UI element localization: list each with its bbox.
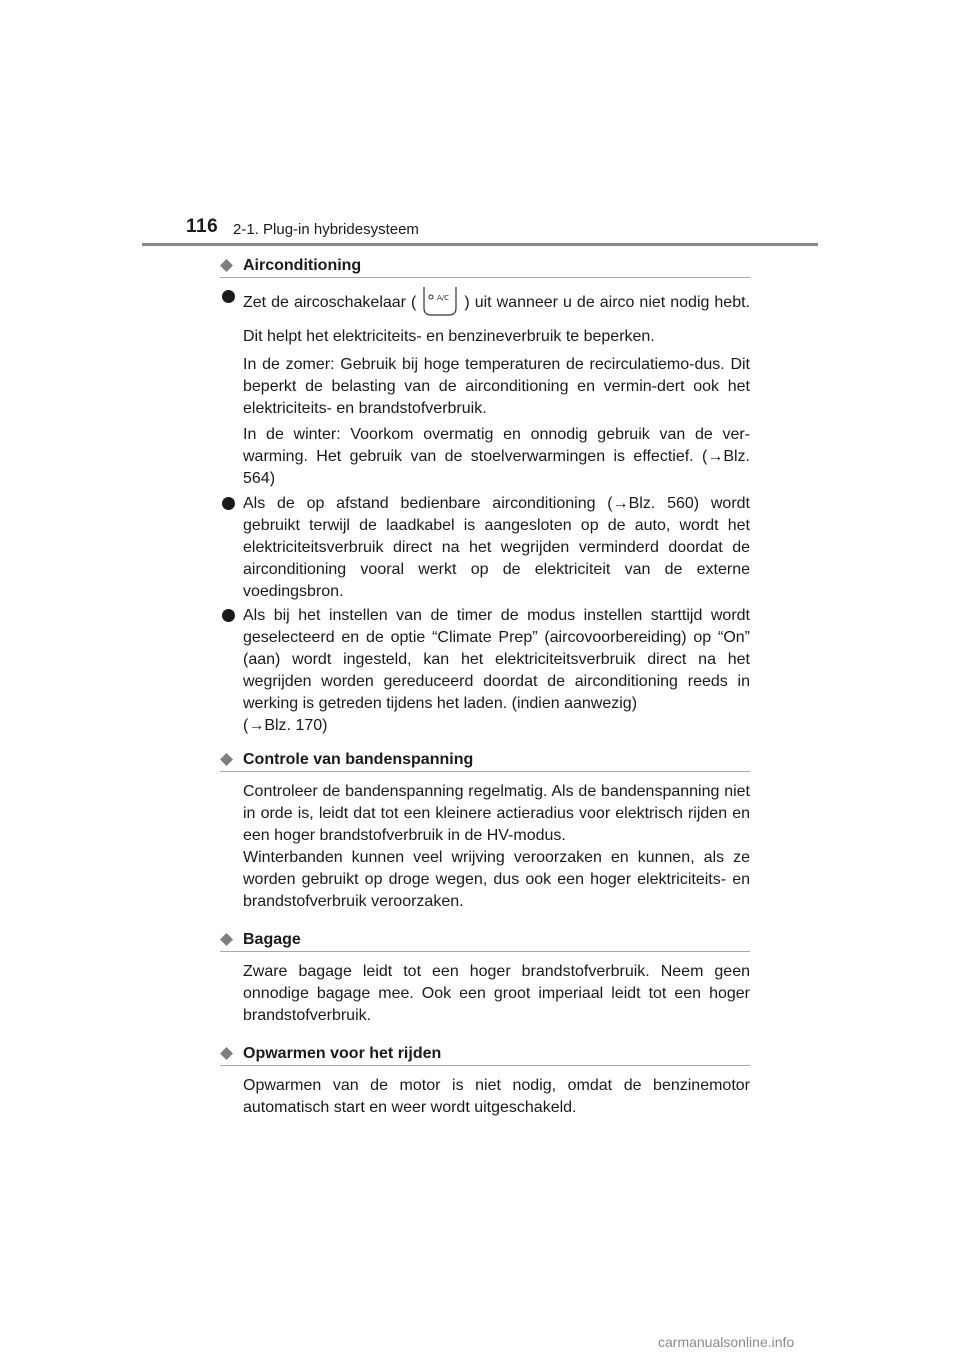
section-heading	[220, 928, 750, 952]
watermark: carmanualsonline.info	[658, 1334, 795, 1350]
section-opwarmen	[220, 1042, 750, 1119]
section-heading	[220, 748, 750, 772]
diamond-bullet-icon	[220, 1047, 232, 1059]
bullet-dot-icon	[222, 290, 235, 303]
paragraph: Zware bagage leidt tot een hoger brandstofverbruik. Neem geen onnodige bagage mee. Ook een groot imperiaal leidt tot een hoger brandstofverbruik.	[243, 963, 750, 1024]
diamond-bullet-icon	[220, 259, 232, 271]
section-title-text: Opwarmen voor het rijden	[243, 1045, 442, 1062]
chapter-title: 2-1. Plug-in hybridesysteem	[233, 221, 419, 238]
bullet-dot-icon	[222, 497, 235, 510]
paragraph: Controleer de bandenspanning regelmatig. Als de bandenspanning niet in orde is, leidt dat tot een kleinere actieradius voor elektrisch rijden en een hoger brandstofverbruik in de HV-modus.	[243, 783, 750, 844]
section-title-text: Airconditioning	[243, 257, 362, 274]
bullet-dot-icon	[222, 609, 235, 622]
bullet-text: ) uit wanneer u de airco niet nodig hebt. Dit helpt het elektriciteits- en benzineverbruik te beperken.	[243, 294, 750, 345]
ac-button-icon	[422, 286, 458, 316]
ac-label: A/C	[437, 294, 450, 302]
paragraph: Opwarmen van de motor is niet nodig, omdat de benzinemotor automatisch start en weer wordt uitgeschakeld.	[243, 1077, 750, 1116]
paragraph: Winterbanden kunnen veel wrijving veroorzaken en kunnen, als ze worden gebruikt op droge wegen, dus ook een hoger elektriciteits- en brandstofverbruik veroorzaken.	[243, 849, 750, 910]
diamond-bullet-icon	[220, 933, 232, 945]
list-item	[220, 286, 750, 490]
diamond-bullet-icon	[220, 753, 232, 765]
header-divider	[142, 243, 818, 246]
section-bandenspanning	[220, 748, 750, 913]
bullet-text: Als bij het instellen van de timer de modus instellen starttijd wordt geselecteerd en de optie “Climate Prep” (aircovoorbereiding) op “On” (aan) wordt ingesteld, kan het elektriciteitsverbruik direct na het wegrijden worden gereduceerd doordat de airconditioning reeds in werking is getreden tijdens het laden. (indien aanwezig)	[243, 607, 750, 712]
bullet-text: Zet de aircoschakelaar (	[243, 294, 417, 311]
section-heading	[220, 1042, 750, 1066]
bullet-text: Als de op afstand bedienbare airconditioning (→Blz. 560) wordt gebruikt terwijl de laadkabel is aangesloten op de auto, wordt het elektriciteitsverbruik direct na het wegrijden verminderd doordat de airconditioning vooral werkt op de elektriciteit van de externe voedingsbron.	[243, 495, 750, 600]
list-item	[220, 493, 750, 603]
page-reference: (→Blz. 170)	[243, 717, 328, 734]
page-content	[220, 254, 750, 1119]
page-header	[0, 0, 960, 250]
list-item	[220, 605, 750, 737]
paragraph: In de zomer: Gebruik bij hoge temperaturen de recirculatiemo-dus. Dit beperkt de belasting van de airconditioning en vermin-dert ook het elektriciteits- en brandstofverbruik.	[243, 356, 750, 417]
paragraph: In de winter: Voorkom overmatig en onnodig gebruik van de ver-warming. Het gebruik van de stoelverwarmingen is effectief. (→Blz. 564)	[243, 426, 750, 487]
section-airconditioning	[220, 254, 750, 737]
page-number: 116	[186, 216, 219, 237]
section-title-text: Controle van bandenspanning	[243, 751, 474, 768]
section-heading	[220, 254, 750, 278]
section-title-text: Bagage	[243, 931, 301, 948]
section-bagage	[220, 928, 750, 1027]
